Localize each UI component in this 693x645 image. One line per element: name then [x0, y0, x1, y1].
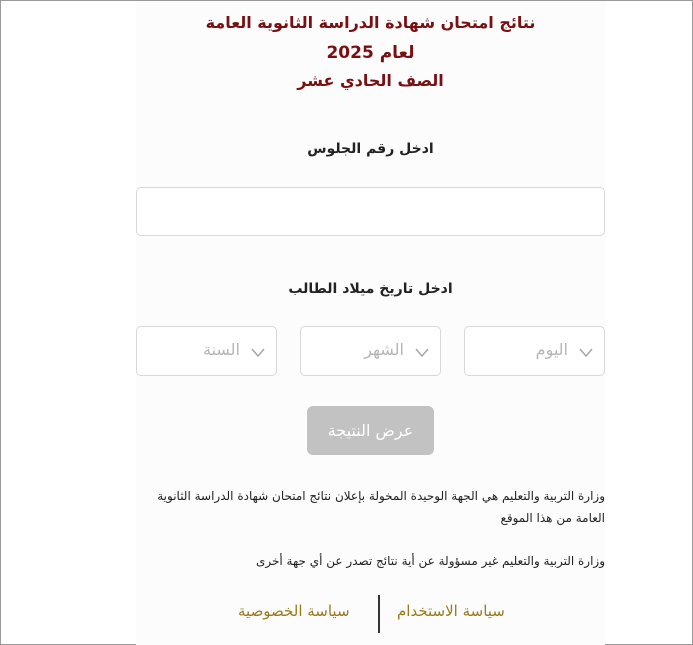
page-grade: الصف الحادي عشر [297, 71, 444, 90]
month-select[interactable] [300, 326, 441, 376]
page-title: نتائج امتحان شهادة الدراسة الثانوية العامة [205, 13, 536, 32]
terms-of-use-link[interactable]: سياسة الاستخدام [397, 602, 505, 620]
chevron-down-icon [579, 345, 593, 359]
footer-divider [378, 595, 380, 633]
day-select-placeholder: اليوم [535, 340, 568, 359]
privacy-policy-link[interactable]: سياسة الخصوصية [238, 602, 350, 620]
ministry-disclaimer-note: وزارة التربية والتعليم غير مسؤولة عن أية نتائج تصدر عن أي جهة أخرى [255, 554, 605, 568]
month-select-placeholder: الشهر [364, 340, 404, 359]
seat-number-input[interactable] [136, 187, 605, 236]
page-year: لعام 2025 [326, 43, 415, 63]
day-select[interactable] [464, 326, 605, 376]
chevron-down-icon [415, 345, 429, 359]
show-result-button[interactable]: عرض النتيجة [307, 406, 434, 455]
ministry-authority-note: وزارة التربية والتعليم هي الجهة الوحيدة المخولة بإعلان نتائج امتحان شهادة الدراسة الثانوية العامة من هذا الموقع [157, 489, 605, 525]
chevron-down-icon [251, 345, 265, 359]
year-select[interactable] [136, 326, 277, 376]
results-panel [136, 1, 605, 645]
birthdate-label: ادخل تاريخ ميلاد الطالب [288, 281, 453, 297]
year-select-placeholder: السنة [203, 340, 240, 359]
seat-number-label: ادخل رقم الجلوس [307, 141, 434, 157]
